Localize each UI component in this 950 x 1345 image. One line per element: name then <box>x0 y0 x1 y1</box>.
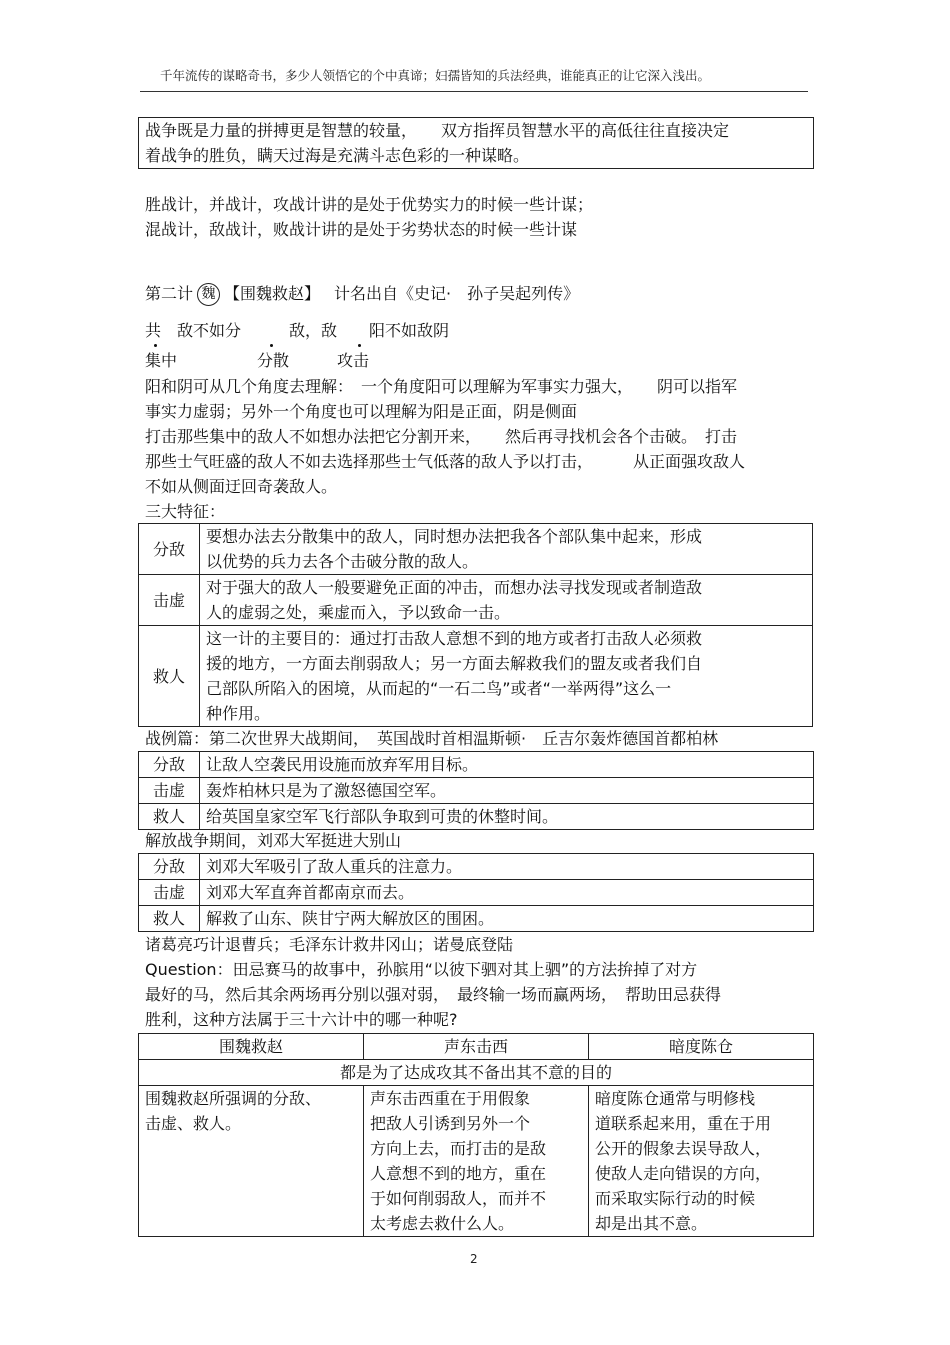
feature-key: 救人 <box>139 626 200 727</box>
title-prefix: 第二计 <box>145 284 194 303</box>
comparison-cell: 暗度陈仓通常与明修栈 道联系起来用，重在于用 公开的假象去误导敌人， 使敌人走向错误的方向， 而采取实际行动的时候 却是出其不意。 <box>589 1086 814 1237</box>
more-examples: 诸葛亮巧计退曹兵；毛泽东计救井冈山；诺曼底登陆 <box>145 935 514 954</box>
circled-character: 魏 <box>197 283 220 306</box>
maxim-line-2: 集中 分散 攻击 <box>145 351 370 370</box>
emphasis-dot <box>358 344 361 347</box>
intro-line-1: 战争既是力量的拼搏更是智慧的较量， 双方指挥员智慧水平的高低往往直接决定 <box>145 121 730 140</box>
title-source: 计名出自《史记· 孙子吴起列传》 <box>334 284 580 303</box>
header-rule <box>140 91 808 92</box>
features-label: 三大特征： <box>145 502 226 521</box>
explain-line-1: 阳和阴可从几个角度去理解： 一个角度阳可以理解为军事实力强大， 阴可以指军 <box>145 377 738 396</box>
table-header-row: 围魏救赵 声东击西 暗度陈仓 <box>139 1034 814 1060</box>
table-row: 救人 解救了山东、陕甘宁两大解放区的围困。 <box>139 906 814 932</box>
intro-line-2: 着战争的胜负，瞒天过海是充满斗志色彩的一种谋略。 <box>145 146 530 165</box>
question-line-2: 最好的马，然后其余两场再分别以强对弱， 最终输一场而赢两场， 帮助田忌获得 <box>145 985 722 1004</box>
feature-key: 分敌 <box>139 524 200 575</box>
table-row <box>139 524 813 575</box>
page-number: 2 <box>470 1252 478 1266</box>
table-row: 分敌 刘邓大军吸引了敌人重兵的注意力。 <box>139 854 814 880</box>
summary-line-2: 混战计，敌战计，败战计讲的是处于劣势状态的时候一些计谋 <box>145 220 578 239</box>
comparison-cell: 声东击西重在于用假象 把敌人引诱到另外一个 方向上去，而打击的是敌 人意想不到的地方，重在 于如何削弱敌人，而并不 太考虑去救什么人。 <box>364 1086 589 1237</box>
table-row: 击虚 轰炸柏林只是为了激怒德国空军。 <box>139 778 814 804</box>
table-row: 击虚 刘邓大军直奔首都南京而去。 <box>139 880 814 906</box>
example2-label: 解放战争期间，刘邓大军挺进大别山 <box>145 831 402 850</box>
comparison-row <box>139 1086 814 1237</box>
summary-line-1: 胜战计，并战计，攻战计讲的是处于优势实力的时候一些计谋； <box>145 195 594 214</box>
table-row <box>139 575 813 626</box>
page-header: 千年流传的谋略奇书，多少人领悟它的个中真谛；妇孺皆知的兵法经典，谁能真正的让它深入浅出。 <box>160 68 711 83</box>
comparison-cell: 围魏救赵所强调的分敌、 击虚、救人。 <box>139 1086 364 1237</box>
feature-desc: 对于强大的敌人一般要避免正面的冲击，而想办法寻找发现或者制造敌 人的虚弱之处，乘虚而入，予以致命一击。 <box>200 575 813 626</box>
comparison-table <box>138 1033 814 1237</box>
example1-label: 战例篇：第二次世界大战期间， 英国战时首相温斯顿· 丘吉尔轰炸德国首都柏林 <box>145 729 719 748</box>
explain-line-5: 不如从侧面迂回奇袭敌人。 <box>145 477 338 496</box>
question-line-1: Question：田忌赛马的故事中，孙膑用“以彼下驷对其上驷”的方法拚掉了对方 <box>145 960 698 979</box>
feature-desc: 要想办法去分散集中的敌人，同时想办法把我各个部队集中起来，形成 以优势的兵力去各个击破分散的敌人。 <box>200 524 813 575</box>
feature-desc: 这一计的主要目的：通过打击敌人意想不到的地方或者打击敌人必须救 援的地方，一方面去削弱敌人；另一方面去解救我们的盟友或者我们自 己部队所陷入的困境，从而起的“一石二鸟”或者“一举两得”这么一 种作用。 <box>200 626 813 727</box>
table-row <box>139 626 813 727</box>
table-row: 分敌 让敌人空袭民用设施而放弃军用目标。 <box>139 752 814 778</box>
question-line-3: 胜利，这种方法属于三十六计中的哪一种呢? <box>145 1010 458 1029</box>
shared-goal-row: 都是为了达成攻其不备出其不意的目的 <box>139 1060 814 1086</box>
example2-table <box>138 853 814 932</box>
explain-line-3: 打击那些集中的敌人不如想办法把它分割开来， 然后再寻找机会各个击破。 打击 <box>145 427 738 446</box>
section-title <box>145 281 579 306</box>
explain-line-2: 事实力虚弱；另外一个角度也可以理解为阳是正面，阴是侧面 <box>145 402 578 421</box>
table-row: 救人 给英国皇家空军飞行部队争取到可贵的休整时间。 <box>139 804 814 830</box>
emphasis-dot <box>270 344 273 347</box>
features-table <box>138 523 813 727</box>
maxim-line-1: 共 敌不如分 敌，敌 阳不如敌阴 <box>145 321 450 340</box>
feature-key: 击虚 <box>139 575 200 626</box>
title-name: 【围魏救赵】 <box>224 284 321 303</box>
emphasis-dot <box>154 344 157 347</box>
explain-line-4: 那些士气旺盛的敌人不如去选择那些士气低落的敌人予以打击， 从正面强攻敌人 <box>145 452 746 471</box>
example1-table <box>138 751 814 830</box>
